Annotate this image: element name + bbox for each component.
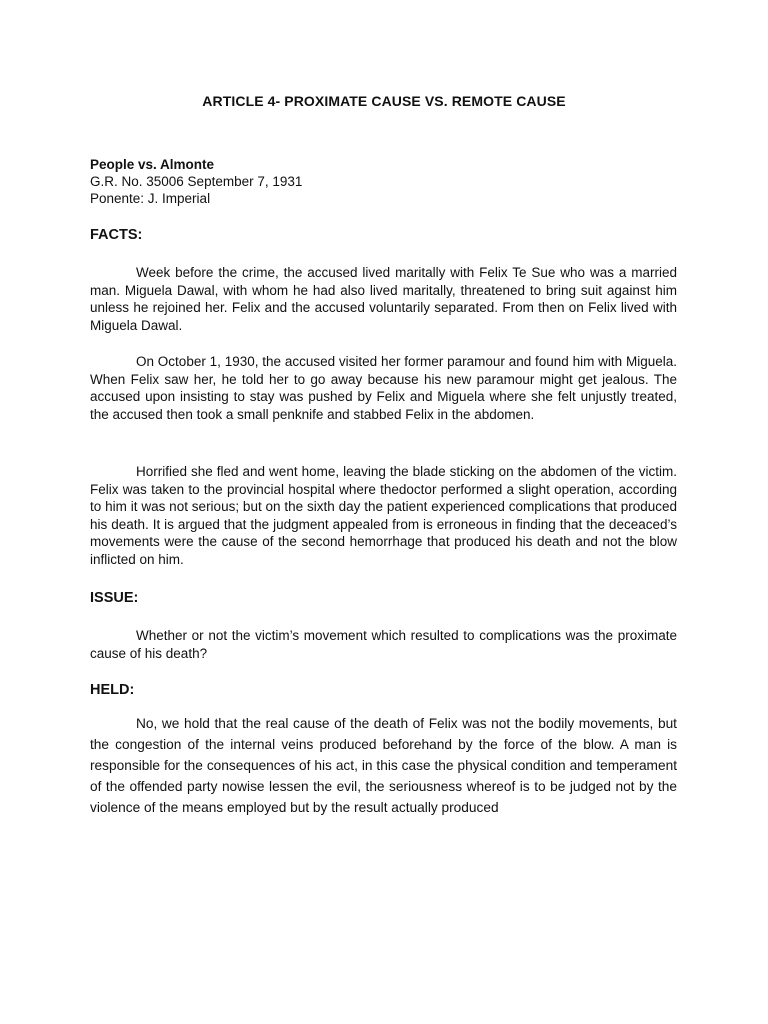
facts-paragraph-3: Horrified she fled and went home, leaving the blade sticking on the abdomen of the victim. Felix was taken to the provincial hospital where thedoctor performed a slight operation, according to him it was not serious; but on the sixth day the patient experienced complications that produced his death. It is argued that the judgment appealed from is erroneous in finding that the deceaced’s movements were the cause of the second hemorrhage that produced his death and not the blow inflicted on him. (90, 464, 677, 567)
case-gr-number: G.R. No. 35006 September 7, 1931 (90, 174, 303, 189)
issue-heading: ISSUE: (90, 590, 139, 606)
case-citation (90, 156, 680, 207)
facts-paragraph-2: On October 1, 1930, the accused visited her former paramour and found him with Miguela. When Felix saw her, he told her to go away because his new paramour might get jealous. The accused upon insisting to stay was pushed by Felix and Miguela where she felt unjustly treated, the accused then took a small penknife and stabbed Felix in the abdomen. (90, 354, 677, 422)
case-name: People vs. Almonte (90, 157, 215, 172)
issue-paragraph: Whether or not the victim’s movement which resulted to complications was the proximate cause of his death? (90, 628, 677, 661)
held-paragraph: No, we hold that the real cause of the death of Felix was not the bodily movements, but the congestion of the internal veins produced beforehand by the force of the blow. A man is responsible for the consequences of his act, in this case the physical condition and temperament of the offended party nowise lessen the evil, the seriousness whereof is to be judged not by the violence of the means employed but by the result actually produced (90, 716, 677, 815)
held-heading: HELD: (90, 682, 135, 698)
document-title: ARTICLE 4- PROXIMATE CAUSE VS. REMOTE CAUSE (202, 93, 566, 109)
case-ponente: Ponente: J. Imperial (90, 191, 211, 206)
facts-heading: FACTS: (90, 227, 143, 243)
facts-paragraph-1: Week before the crime, the accused lived maritally with Felix Te Sue who was a married man. Miguela Dawal, with whom he had also lived maritally, threatened to bring suit against him unless he rejoined her. Felix and the accused voluntarily separated. From then on Felix lived with Miguela Dawal. (90, 265, 677, 333)
